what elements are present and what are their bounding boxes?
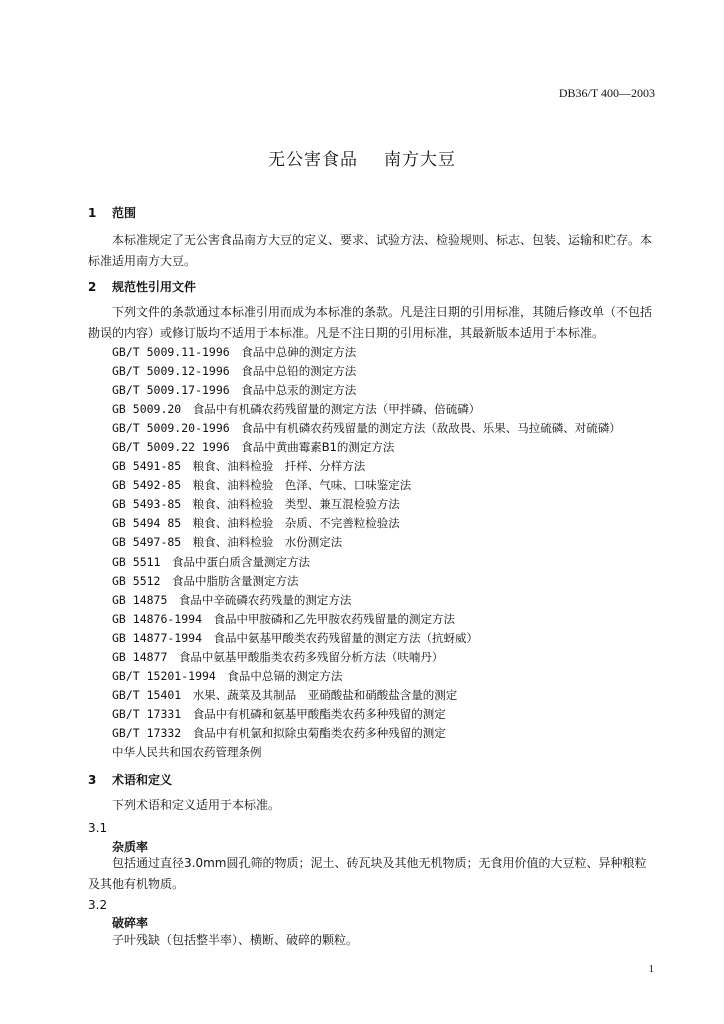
reference-item bbox=[112, 648, 621, 667]
reference-title: 食品中有机磷农药残留量的测定方法（甲拌磷、倍硫磷） bbox=[192, 402, 481, 417]
reference-item bbox=[112, 400, 621, 419]
reference-title: 食品中有机氯和拟除虫菊酯类农药多种残留的测定 bbox=[192, 725, 446, 740]
reference-item bbox=[112, 362, 621, 381]
reference-item bbox=[112, 705, 621, 724]
reference-item bbox=[112, 724, 621, 743]
reference-item bbox=[112, 572, 621, 591]
reference-code: GB/T 17332 bbox=[112, 725, 182, 740]
section-number: 3 bbox=[88, 773, 97, 787]
reference-code: GB/T 5009.22 1996 bbox=[112, 440, 230, 455]
reference-code: GB 14875 bbox=[112, 592, 168, 607]
reference-item bbox=[112, 591, 621, 610]
reference-code: GB/T 15201-1994 bbox=[112, 668, 216, 683]
reference-title: 食品中总汞的测定方法 bbox=[241, 383, 357, 398]
reference-code: GB/T 5009.11-1996 bbox=[112, 345, 230, 359]
section-number: 2 bbox=[88, 280, 97, 294]
reference-item bbox=[112, 686, 621, 705]
reference-code: GB 14877-1994 bbox=[112, 630, 203, 645]
reference-title: 粮食、油料检验 类型、兼互混检验方法 bbox=[192, 497, 400, 512]
term-number: 3.1 bbox=[88, 821, 108, 835]
reference-code: GB/T 5009.20-1996 bbox=[112, 421, 230, 436]
reference-title: 食品中甲胺磷和乙先甲胺农药残留量的测定方法 bbox=[213, 611, 456, 626]
term-definition: 包括通过直径3.0mm圆孔筛的物质；泥土、砖瓦块及其他无机物质；无食用价值的大豆粒、异种粮粒及其他有机物质。 bbox=[88, 856, 647, 891]
reference-title: 食品中辛硫磷农药残量的测定方法 bbox=[178, 592, 352, 607]
term-number: 3.2 bbox=[88, 898, 108, 912]
page-number: 1 bbox=[648, 963, 654, 975]
reference-code: GB 5493-85 bbox=[112, 497, 182, 512]
reference-item bbox=[112, 514, 621, 533]
section-1-heading bbox=[88, 204, 136, 221]
reference-item bbox=[112, 610, 621, 629]
term-name: 破碎率 bbox=[112, 916, 149, 930]
reference-code: GB 5491-85 bbox=[112, 459, 182, 474]
reference-list bbox=[112, 343, 621, 762]
reference-item bbox=[112, 343, 621, 362]
reference-item bbox=[112, 553, 621, 572]
reference-code: GB 5511 bbox=[112, 554, 161, 569]
reference-code: GB/T 5009.12-1996 bbox=[112, 364, 230, 379]
section-title: 规范性引用文件 bbox=[112, 280, 197, 294]
reference-code: GB/T 15401 bbox=[112, 687, 182, 702]
reference-title: 粮食、油料检验 扦样、分样方法 bbox=[192, 459, 366, 474]
reference-code: GB 5512 bbox=[112, 573, 161, 588]
reference-title: 食品中氨基甲酸类农药残留量的测定方法（抗蚜威） bbox=[213, 630, 479, 645]
reference-code: GB 5009.20 bbox=[112, 402, 182, 417]
reference-title: 食品中脂肪含量测定方法 bbox=[171, 573, 299, 588]
reference-title: 粮食、油料检验 杂质、不完善粒检验法 bbox=[192, 516, 400, 531]
term-definition: 子叶残缺（包括整半率）、横断、破碎的颗粒。 bbox=[112, 933, 359, 947]
section-1-text: 本标准规定了无公害食品南方大豆的定义、要求、试验方法、检验规则、标志、包装、运输和贮存。本标准适用南方大豆。 bbox=[88, 233, 653, 268]
reference-item bbox=[112, 438, 621, 457]
section-2-intro: 下列文件的条款通过本标准引用而成为本标准的条款。凡是注日期的引用标准，其随后修改单（不包括勘误的内容）或修订版均不适用于本标准。凡是不注日期的引用标准，其最新版本适用于本标准。 bbox=[88, 305, 653, 340]
reference-item bbox=[112, 419, 621, 438]
reference-title: 食品中蛋白质含量测定方法 bbox=[171, 554, 310, 569]
reference-code: GB/T 17331 bbox=[112, 706, 182, 721]
reference-code: GB 14876-1994 bbox=[112, 611, 203, 626]
section-title: 范围 bbox=[112, 206, 137, 220]
reference-code: GB 5497-85 bbox=[112, 535, 182, 550]
section-2-heading bbox=[88, 278, 196, 295]
reference-item bbox=[112, 667, 621, 686]
reference-item bbox=[112, 743, 621, 762]
reference-title: 粮食、油料检验 色泽、气味、口味鉴定法 bbox=[192, 478, 412, 493]
reference-code: GB/T 5009.17-1996 bbox=[112, 383, 230, 398]
reference-title: 食品中有机磷农药残留量的测定方法（敌敌畏、乐果、马拉硫磷、对硫磷） bbox=[241, 421, 621, 436]
reference-title: 中华人民共和国农药管理条例 bbox=[112, 744, 262, 759]
reference-item bbox=[112, 476, 621, 495]
reference-title: 食品中氨基甲酸脂类农药多残留分析方法（呋喃丹） bbox=[178, 649, 444, 664]
reference-title: 食品中总铅的测定方法 bbox=[241, 364, 357, 379]
reference-title: 食品中有机磷和氨基甲酸酯类农药多种残留的测定 bbox=[192, 706, 446, 721]
reference-item bbox=[112, 381, 621, 400]
reference-title: 食品中总镉的测定方法 bbox=[227, 668, 343, 683]
reference-code: GB 14877 bbox=[112, 649, 168, 664]
reference-title: 水果、蔬菜及其制品 亚硝酸盐和硝酸盐含量的测定 bbox=[192, 687, 458, 702]
section-number: 1 bbox=[88, 206, 97, 220]
reference-item bbox=[112, 533, 621, 552]
reference-code: GB 5494 85 bbox=[112, 516, 182, 531]
term-name: 杂质率 bbox=[112, 840, 149, 854]
page-title bbox=[0, 145, 724, 170]
section-3-intro: 下列术语和定义适用于本标准。 bbox=[112, 798, 281, 812]
reference-item bbox=[112, 495, 621, 514]
reference-item bbox=[112, 629, 621, 648]
section-title: 术语和定义 bbox=[112, 773, 173, 787]
title-part-2: 南方大豆 bbox=[384, 150, 456, 170]
reference-title: 食品中总砷的测定方法 bbox=[241, 345, 357, 359]
title-part-1: 无公害食品 bbox=[268, 150, 358, 170]
reference-code: GB 5492-85 bbox=[112, 478, 182, 493]
reference-item bbox=[112, 457, 621, 476]
reference-title: 粮食、油料检验 水份测定法 bbox=[192, 535, 343, 550]
section-3-heading bbox=[88, 771, 172, 788]
document-number: DB36/T 400—2003 bbox=[558, 86, 655, 100]
reference-title: 食品中黄曲霉素B1的测定方法 bbox=[241, 440, 395, 455]
